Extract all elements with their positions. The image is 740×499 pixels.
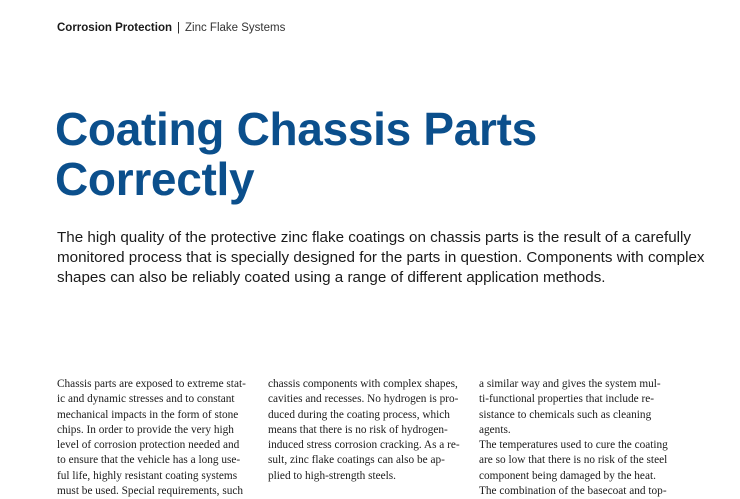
body-line: level of corrosion protection needed and bbox=[57, 439, 240, 452]
lead-line: The high quality of the protective zinc flake coatings on chassis parts is the result of a carefully bbox=[57, 229, 691, 246]
subsection-label: Zinc Flake Systems bbox=[185, 22, 286, 34]
lead-line: monitored process that is specially designed for the parts in question. Components with complex bbox=[57, 249, 705, 266]
body-line: are so low that there is no risk of the steel bbox=[479, 454, 668, 467]
lead-paragraph bbox=[57, 228, 705, 288]
section-label: Corrosion Protection bbox=[57, 22, 173, 34]
body-line: duced during the coating process, which bbox=[268, 408, 450, 421]
body-column-2 bbox=[268, 377, 466, 484]
body-line: ful life, highly resistant coating systems bbox=[57, 469, 238, 482]
body-column-3 bbox=[479, 377, 677, 499]
body-line: cavities and recesses. No hydrogen is pro- bbox=[268, 393, 459, 406]
running-head-separator: | bbox=[177, 22, 181, 34]
body-line: a similar way and gives the system mul- bbox=[479, 378, 661, 390]
lead-line: shapes can also be reliably coated using a range of different application methods. bbox=[57, 269, 606, 286]
running-head bbox=[57, 22, 285, 34]
body-line: to ensure that the vehicle has a long use- bbox=[57, 454, 241, 467]
body-line: The combination of the basecoat and top- bbox=[479, 485, 667, 498]
body-line: must be used. Special requirements, such bbox=[57, 485, 244, 498]
body-line: means that there is no risk of hydrogen- bbox=[268, 423, 448, 436]
body-line: sult, zinc flake coatings can also be ap- bbox=[268, 454, 445, 467]
body-line: plied to high-strength steels. bbox=[268, 469, 397, 482]
body-line: agents. bbox=[479, 423, 511, 436]
body-line: The temperatures used to cure the coating bbox=[479, 439, 668, 452]
body-line: ic and dynamic stresses and to constant bbox=[57, 393, 235, 406]
title-line: Coating Chassis Parts bbox=[55, 103, 537, 155]
body-line: mechanical impacts in the form of stone bbox=[57, 408, 239, 421]
title-line: Correctly bbox=[55, 153, 255, 205]
body-line: ti-functional properties that include re- bbox=[479, 393, 655, 406]
body-line: chassis components with complex shapes, bbox=[268, 378, 458, 390]
article-title bbox=[55, 104, 695, 204]
body-line: chips. In order to provide the very high bbox=[57, 423, 234, 436]
body-column-1 bbox=[57, 377, 255, 499]
body-line: component being damaged by the heat. bbox=[479, 469, 656, 482]
body-line: induced stress corrosion cracking. As a re- bbox=[268, 439, 460, 452]
body-line: sistance to chemicals such as cleaning bbox=[479, 408, 652, 421]
body-line: Chassis parts are exposed to extreme stat- bbox=[57, 378, 246, 390]
